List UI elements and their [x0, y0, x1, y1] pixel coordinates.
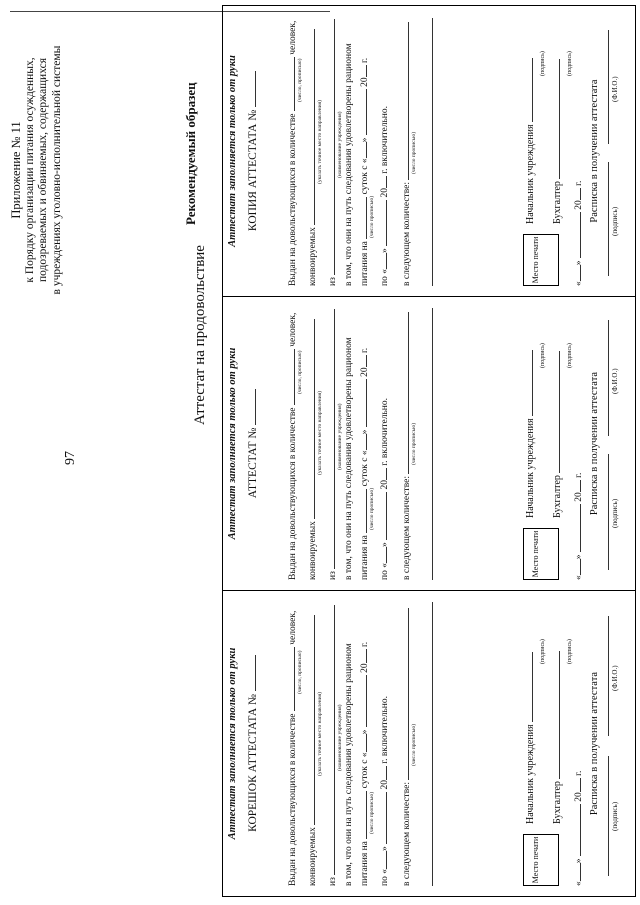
issued-line: Выдан на довольствующихся в количестве человек,	[285, 611, 299, 886]
from-line: из	[325, 309, 339, 580]
panel-title: КОРЕШОК АТТЕСТАТА №	[246, 591, 259, 896]
appendix-line-1: к Порядку организации питания осужденных,	[23, 57, 36, 283]
convoyed-line: конвоируемых	[305, 319, 319, 580]
fio-label: (Ф.И.О.)	[611, 665, 619, 691]
appendix-number: Приложение № 11	[9, 121, 23, 219]
ration-line-2: питания на суток с «» 20 г.	[357, 348, 371, 580]
hint-prop: (число прописью)	[411, 131, 417, 174]
hint-number: (число прописью)	[369, 487, 375, 530]
signature-line	[608, 162, 609, 276]
fio-line	[608, 320, 609, 436]
hint-prop: (число прописью)	[411, 422, 417, 465]
panel-copy	[223, 6, 635, 296]
hint-count: (число, прописью)	[297, 58, 303, 102]
ration-line-1: в том, что они на путь следования удовлетворены рационом	[344, 337, 354, 580]
appendix-line-3: в учреждениях уголовно-исполнительной системы	[50, 45, 63, 295]
fill-note: Аттестат заполняется только от руки	[227, 347, 238, 540]
blank-line	[423, 602, 437, 886]
panel-attestat	[223, 296, 635, 590]
fio-label: (Ф.И.О.)	[611, 368, 619, 394]
fio-line	[608, 616, 609, 736]
ration-line-1: в том, что они на путь следования удовлетворены рационом	[344, 43, 354, 286]
appendix-line-2: подозреваемых и обвиняемых, содержащихся	[37, 57, 49, 283]
ration-line-2: питания на суток с «» 20 г.	[357, 58, 371, 286]
issued-line: Выдан на довольствующихся в количестве человек,	[285, 21, 299, 286]
attestat-form	[222, 5, 636, 897]
from-line: из	[325, 605, 339, 886]
signature-line	[608, 454, 609, 570]
signature-label: (подпись)	[611, 801, 619, 831]
next-qty-line: в следующем количестве:	[399, 312, 413, 580]
date-line: «» 20 г.	[571, 181, 585, 286]
hint-institution: (наименование учреждения)	[337, 403, 343, 470]
stamp-box: Место печати	[523, 834, 559, 886]
signature-line	[608, 756, 609, 876]
panel-title: АТТЕСТАТ №	[246, 297, 259, 590]
hint-destination: (указать точное место направления)	[317, 390, 323, 475]
until-line: по «» 20 г. включительно.	[377, 398, 391, 580]
appendix-header	[10, 15, 64, 325]
ration-line-1: в том, что они на путь следования удовлетворены рационом	[344, 643, 354, 886]
receipt-title: Расписка в получении аттестата	[589, 79, 600, 223]
blank-line	[423, 308, 437, 580]
fio-label: (Ф.И.О.)	[611, 76, 619, 102]
panel-stub	[223, 590, 635, 896]
signatures-block: Начальник учреждения (подпись) Бухгалтер (подпись)	[525, 51, 573, 224]
signature-label: (подпись)	[611, 206, 619, 236]
signatures-block: Начальник учреждения (подпись) Бухгалтер (подпись)	[525, 639, 573, 824]
page-number: 97	[63, 451, 78, 465]
receipt-title: Расписка в получении аттестата	[589, 671, 600, 816]
convoyed-line: конвоируемых	[305, 29, 319, 286]
hint-institution: (наименование учреждения)	[337, 111, 343, 178]
hint-count: (число, прописью)	[297, 350, 303, 394]
fill-note: Аттестат заполняется только от руки	[227, 647, 238, 840]
date-line: «» 20 г.	[571, 771, 585, 886]
panel-title: КОПИЯ АТТЕСТАТА №	[246, 6, 259, 296]
date-line: «» 20 г.	[571, 473, 585, 580]
fio-line	[608, 30, 609, 144]
ration-line-2: питания на суток с «» 20 г.	[357, 642, 371, 886]
hint-institution: (наименование учреждения)	[337, 704, 343, 771]
signatures-block: Начальник учреждения (подпись) Бухгалтер (подпись)	[525, 343, 573, 518]
receipt-title: Расписка в получении аттестата	[589, 371, 600, 516]
recommended-sample-label: Рекомендуемый образец	[183, 82, 198, 225]
stamp-box: Место печати	[523, 528, 559, 580]
hint-number: (число прописью)	[369, 195, 375, 238]
until-line: по «» 20 г. включительно.	[377, 696, 391, 886]
next-qty-line: в следующем количестве:	[399, 608, 413, 886]
signature-label: (подпись)	[611, 498, 619, 528]
next-qty-line: в следующем количестве:	[399, 22, 413, 286]
hint-prop: (число прописью)	[411, 723, 417, 766]
hint-destination: (указать точное место направления)	[317, 99, 323, 184]
convoyed-line: конвоируемых	[305, 615, 319, 886]
hint-count: (число, прописью)	[297, 650, 303, 694]
fill-note: Аттестат заполняется только от руки	[227, 55, 238, 247]
stamp-box: Место печати	[523, 234, 559, 286]
hint-number: (число прописью)	[369, 791, 375, 834]
blank-line	[423, 18, 437, 286]
issued-line: Выдан на довольствующихся в количестве человек,	[285, 313, 299, 580]
hint-destination: (указать точное место направления)	[317, 691, 323, 776]
document-title: Аттестат на продовольствие	[192, 245, 208, 425]
until-line: по «» 20 г. включительно.	[377, 106, 391, 286]
from-line: из	[325, 19, 339, 286]
